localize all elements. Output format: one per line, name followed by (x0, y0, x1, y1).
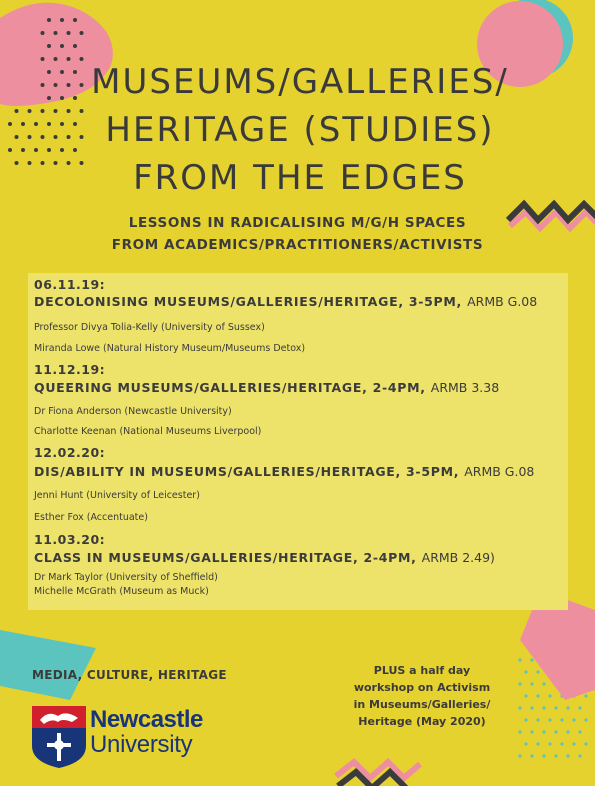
decor-dot (67, 31, 71, 35)
decor-dot (8, 122, 12, 126)
decor-dot (530, 706, 533, 709)
title-line-3: FROM THE EDGES (133, 158, 467, 198)
event-4-date: 11.03.20: (34, 532, 106, 547)
decor-dot (518, 730, 521, 733)
decor-dot (47, 70, 51, 74)
logo-line-1: Newcastle (90, 706, 203, 733)
decor-dot (47, 122, 51, 126)
event-3-speaker-1: Jenni Hunt (University of Leicester) (34, 490, 200, 501)
decor-dot (28, 109, 32, 113)
decor-dot (47, 44, 51, 48)
title-line-2: HERITAGE (STUDIES) (105, 110, 495, 150)
workshop-note (338, 662, 506, 730)
logo-line-2: University (90, 731, 193, 758)
decor-dot (584, 718, 587, 721)
decor-dot (73, 44, 77, 48)
decor-dot (542, 706, 545, 709)
decor-dot (578, 754, 581, 757)
decor-dot (41, 161, 45, 165)
decor-dot (28, 135, 32, 139)
poster-title (60, 58, 540, 202)
decor-dot (524, 670, 527, 673)
decor-dot (554, 730, 557, 733)
title-line-1: MUSEUMS/GALLERIES/ (91, 62, 509, 102)
decor-dot (554, 754, 557, 757)
decor-dot (47, 18, 51, 22)
event-1-date: 06.11.19: (34, 277, 106, 292)
decor-dot (560, 742, 563, 745)
teal-shape-bottom-left (0, 630, 96, 700)
decor-dot (80, 31, 84, 35)
event-3-location: ARMB G.08 (464, 464, 535, 479)
decor-dot (578, 730, 581, 733)
event-2-speaker-2: Charlotte Keenan (National Museums Liverpool) (34, 426, 262, 437)
event-2-date: 11.12.19: (34, 362, 106, 377)
decor-dot (54, 135, 58, 139)
decor-dot (548, 694, 551, 697)
decor-dot (542, 754, 545, 757)
decor-dot (54, 83, 58, 87)
decor-dot (584, 742, 587, 745)
university-logo-text (90, 707, 203, 757)
decor-dot (8, 148, 12, 152)
subtitle-line-1: LESSONS IN RADICALISING M/G/H SPACES (128, 215, 467, 231)
department-label: MEDIA, CULTURE, HERITAGE (32, 668, 227, 682)
decor-dot (41, 109, 45, 113)
decor-dot (584, 694, 587, 697)
event-3-title: DIS/ABILITY IN MUSEUMS/GALLERIES/HERITAGE, 3-5PM, ARMB G.08 (34, 464, 535, 479)
decor-dot (554, 706, 557, 709)
decor-dot (518, 706, 521, 709)
decor-dot (536, 718, 539, 721)
decor-dot (566, 754, 569, 757)
decor-dot (15, 109, 19, 113)
workshop-line-2: workshop on Activism (353, 681, 491, 694)
event-4-location: ARMB 2.49) (421, 550, 495, 565)
decor-dot (73, 18, 77, 22)
decor-dot (524, 742, 527, 745)
decor-dot (15, 161, 19, 165)
decor-dot (41, 135, 45, 139)
decor-dot (524, 694, 527, 697)
decor-dot (566, 730, 569, 733)
decor-dot (54, 57, 58, 61)
decor-dot (548, 742, 551, 745)
decor-dot (41, 83, 45, 87)
workshop-line-1: PLUS a half day (373, 664, 471, 677)
decor-dot (542, 682, 545, 685)
decor-dot (536, 670, 539, 673)
event-1-speaker-1: Professor Divya Tolia-Kelly (University of Sussex) (34, 322, 265, 333)
subtitle-line-2: FROM ACADEMICS/PRACTITIONERS/ACTIVISTS (111, 237, 484, 253)
event-3-speaker-2: Esther Fox (Accentuate) (34, 512, 148, 523)
decor-dot (530, 730, 533, 733)
decor-dot (560, 718, 563, 721)
decor-dot (548, 718, 551, 721)
university-crest-icon (32, 706, 86, 768)
poster-subtitle (40, 212, 555, 256)
decor-dot (578, 706, 581, 709)
decor-dot (518, 754, 521, 757)
event-1-title: DECOLONISING MUSEUMS/GALLERIES/HERITAGE, 3-5PM, ARMB G.08 (34, 294, 538, 309)
event-1-speaker-2: Miranda Lowe (Natural History Museum/Museums Detox) (34, 343, 306, 354)
event-4-title: CLASS IN MUSEUMS/GALLERIES/HERITAGE, 2-4PM, ARMB 2.49) (34, 550, 495, 565)
decor-dot (34, 148, 38, 152)
decor-dot (524, 718, 527, 721)
event-2-title: QUEERING MUSEUMS/GALLERIES/HERITAGE, 2-4PM, ARMB 3.38 (34, 380, 500, 395)
workshop-line-4: Heritage (May 2020) (358, 715, 486, 728)
decor-dot (21, 122, 25, 126)
decor-dot (542, 730, 545, 733)
decor-dot (572, 742, 575, 745)
event-4-speaker-1: Dr Mark Taylor (University of Sheffield) (34, 572, 218, 583)
decor-dot (566, 706, 569, 709)
decor-dot (572, 718, 575, 721)
decor-dot (536, 694, 539, 697)
decor-dot (28, 161, 32, 165)
decor-dot (530, 754, 533, 757)
decor-dot (60, 18, 64, 22)
decor-dot (54, 109, 58, 113)
event-3-date: 12.02.20: (34, 445, 106, 460)
decor-dot (518, 658, 521, 661)
decor-dot (41, 31, 45, 35)
decor-dot (536, 742, 539, 745)
decor-dot (41, 57, 45, 61)
event-1-location: ARMB G.08 (467, 294, 538, 309)
decor-dot (60, 44, 64, 48)
decor-dot (21, 148, 25, 152)
decor-dot (47, 148, 51, 152)
event-2-location: ARMB 3.38 (430, 380, 500, 395)
decor-dot (54, 31, 58, 35)
workshop-line-3: in Museums/Galleries/ (353, 698, 491, 711)
event-2-speaker-1: Dr Fiona Anderson (Newcastle University) (34, 406, 232, 417)
decor-dot (530, 682, 533, 685)
decor-dot (15, 135, 19, 139)
decor-dot (54, 161, 58, 165)
decor-dot (47, 96, 51, 100)
decor-dot (34, 122, 38, 126)
decor-dot (518, 682, 521, 685)
event-4-speaker-2: Michelle McGrath (Museum as Muck) (34, 586, 209, 597)
decor-dot (530, 658, 533, 661)
